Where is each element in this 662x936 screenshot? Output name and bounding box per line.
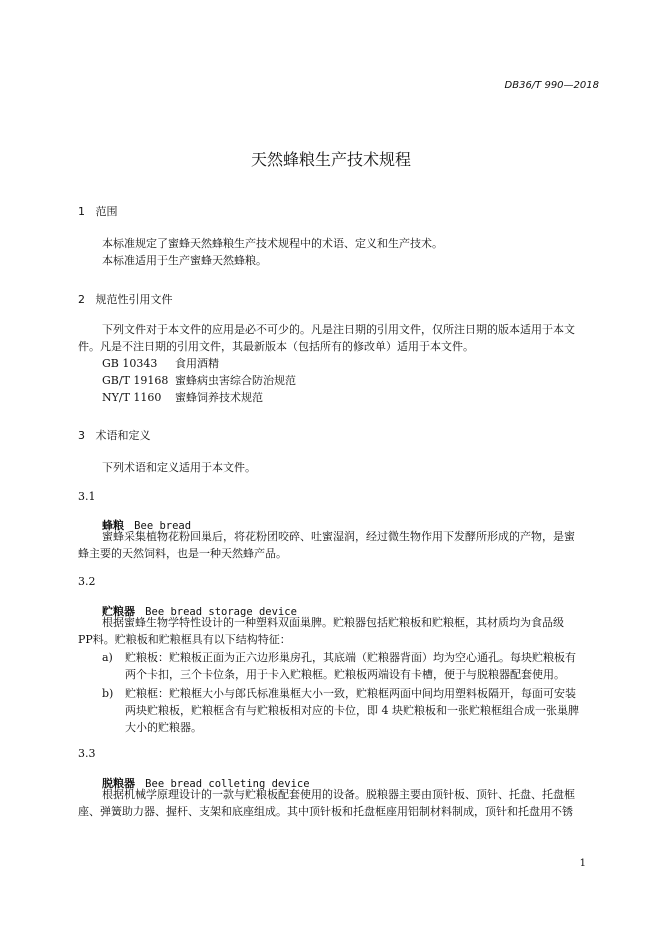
term-3-1-definition-line-1: 蜜蜂采集植物花粉回巢后，将花粉团咬碎、吐蜜湿润，经过微生物作用下发酵所形成的产物，是蜜 [102,530,575,543]
term-3-2-definition-line-1: 根据蜜蜂生物学特性设计的一种塑料双面巢脾。贮粮器包括贮粮板和贮粮框，其材质均为食品级 [102,616,564,629]
reference-code: GB/T 19168 [102,374,169,387]
reference-item [102,355,219,372]
section-3-number: 3 [78,429,85,442]
term-en: Bee bread colleting device [145,778,310,790]
list-item-a-line-2: 两个卡扣，三个卡位条，用于卡入贮粮框。贮粮板两端设有卡槽，便于与脱粮器配套使用。 [125,668,565,681]
section-1-title: 范围 [95,205,118,218]
reference-title: 食用酒精 [175,357,219,370]
term-3-3-definition-line-2: 座、弹簧助力器、握杆、支架和底座组成。其中顶针板和托盘框座用铝制材料制成，顶针和托盘用不锈 [78,805,573,818]
page-number: 1 [579,858,586,869]
term-cn: 脱粮器 [102,777,135,790]
section-1-paragraph-1: 本标准规定了蜜蜂天然蜂粮生产技术规程中的术语、定义和生产技术。 [102,237,443,250]
reference-code: GB 10343 [102,357,158,370]
term-cn: 贮粮器 [102,605,135,618]
list-item-b-line-2: 两块贮粮板，贮粮框含有与贮粮板相对应的卡位，即 4 块贮粮板和一张贮粮框组合成一张巢脾 [125,704,579,717]
section-3-intro: 下列术语和定义适用于本文件。 [102,461,256,474]
section-2-title: 规范性引用文件 [95,293,173,306]
reference-item [102,372,296,389]
list-item-a-line-1: 贮粮板：贮粮板正面为正六边形巢房孔，其底端（贮粮器背面）均为空心通孔。每块贮粮板有 [125,651,576,664]
section-2-number: 2 [78,293,85,306]
term-cn: 蜂粮 [102,519,124,532]
section-1-number: 1 [78,205,85,218]
list-item-b-line-3: 大小的贮粮器。 [125,721,202,734]
term-3-3-definition-line-1: 根据机械学原理设计的一款与贮粮板配套使用的设备。脱粮器主要由顶针板、顶针、托盘、托盘框 [102,788,575,801]
document-title: 天然蜂粮生产技术规程 [250,150,411,169]
list-item-b-mark: b) [102,687,114,700]
term-3-2-definition-line-2: PP料。贮粮板和贮粮框具有以下结构特征： [78,633,291,646]
section-1-heading [78,203,118,219]
list-item-a-mark: a) [102,651,113,664]
reference-title: 蜜蜂病虫害综合防治规范 [175,374,296,387]
section-3-heading [78,427,151,443]
reference-title: 蜜蜂饲养技术规范 [175,391,263,404]
term-3-2-number: 3.2 [78,575,96,588]
reference-code: NY/T 1160 [102,391,162,404]
section-2-intro-line-2: 件。凡是不注日期的引用文件，其最新版本（包括所有的修改单）适用于本文件。 [78,340,474,353]
term-en: Bee bread storage device [145,606,297,618]
section-2-heading [78,291,173,307]
term-en: Bee bread [134,520,192,532]
section-3-title: 术语和定义 [95,429,151,442]
section-2-intro-line-1: 下列文件对于本文件的应用是必不可少的。凡是注日期的引用文件，仅所注日期的版本适用于本文 [102,323,575,336]
list-item-b-line-1: 贮粮框：贮粮框大小与郎氏标准巢框大小一致，贮粮框两面中间均用塑料板隔开，每面可安装 [125,687,576,700]
document-code: DB36/T 990—2018 [504,80,599,91]
section-1-paragraph-2: 本标准适用于生产蜜蜂天然蜂粮。 [102,254,267,267]
term-3-1-number: 3.1 [78,490,96,503]
reference-item [102,389,263,406]
term-3-1-definition-line-2: 蜂主要的天然饲料，也是一种天然蜂产品。 [78,547,287,560]
term-3-3-number: 3.3 [78,747,96,760]
